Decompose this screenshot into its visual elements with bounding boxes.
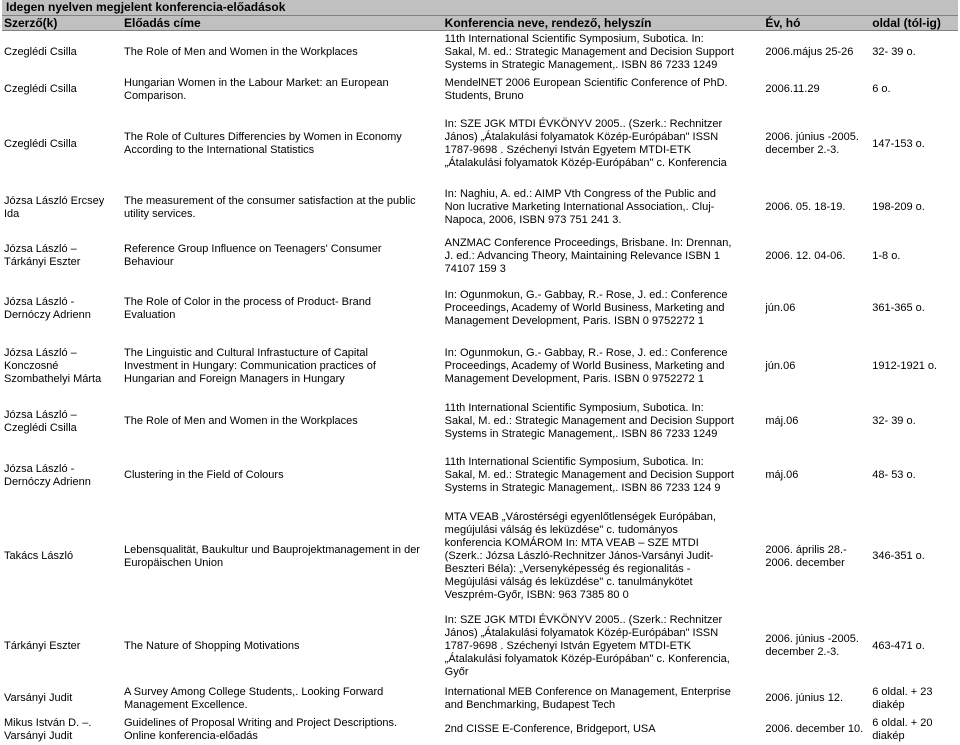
year-cell: 2006. június 12. (765, 692, 844, 704)
conference-cell: MTA VEAB „Várostérségi egyenlőtlenségek Európában, megújulási válság és leküzdése" c. tudományos konferencia KOMÁROM In: MTA VEAB – SZE MTDI (Szerk.: Józsa László-Rechnitzer János-Varsányi Judit- Beszteri Béla): „Versenyképesség és regionalitás - Megújulási válság és leküzdése" c. tanulmánykötet Veszprém-Győr, ISBN: 963 7385 80 0 (444, 511, 716, 601)
pages-cell: 361-365 o. (872, 302, 925, 314)
table-row (2, 683, 958, 715)
year-cell: 2006. június -2005. december 2.-3. (765, 633, 859, 658)
conference-cell: 11th International Scientific Symposium, Subotica. In: Sakal, M. ed.: Strategic Management and Decision Support Systems in Strategic Management,. ISBN 86 7233 1249 (444, 402, 734, 440)
publications-table (2, 16, 958, 745)
column-header-authors: Szerző(k) (2, 16, 122, 31)
title-cell: Reference Group Influence on Teenagers' Consumer Behaviour (124, 243, 382, 268)
author-cell: Józsa László – Czeglédi Csilla (4, 408, 77, 434)
author-cell: Józsa László Ercsey Ida (4, 194, 105, 220)
year-cell: jún.06 (765, 360, 796, 372)
column-header-pages: oldal (tól-ig) (870, 16, 958, 31)
header-row (2, 16, 958, 31)
conference-cell: In: Ogunmokun, G.- Gabbay, R.- Rose, J. ed.: Conference Proceedings, Academy of World Business, Marketing and Management Development, Paris. ISBN 0 9752272 1 (444, 347, 728, 385)
pages-cell: 6 o. (872, 83, 891, 95)
conference-cell: In: Ogunmokun, G.- Gabbay, R.- Rose, J. ed.: Conference Proceedings, Academy of World Business, Marketing and Management Development, Paris. ISBN 0 9752272 1 (444, 289, 728, 327)
pages-cell: 6 oldal. + 23 diakép (872, 685, 933, 711)
author-cell: Czeglédi Csilla (4, 45, 77, 58)
title-cell: The measurement of the consumer satisfaction at the public utility services. (124, 194, 416, 220)
pages-cell: 6 oldal. + 20 diakép (872, 716, 933, 742)
title-cell: Guidelines of Proposal Writing and Project Descriptions. Online konferencia-előadás (124, 716, 398, 742)
conference-cell: 11th International Scientific Symposium, Subotica. In: Sakal, M. ed.: Strategic Management and Decision Support Systems in Strategic Management,. ISBN 86 7233 124 9 (444, 456, 734, 494)
table-row (2, 504, 958, 610)
pages-cell: 463-471 o. (872, 639, 925, 652)
title-cell: A Survey Among College Students,. Looking Forward Management Excellence. (124, 685, 384, 711)
year-cell: 2006. december 10. (765, 723, 864, 735)
conference-cell: In: Naghiu, A. ed.: AIMP Vth Congress of the Public and Non lucrative Marketing International Association,. Cluj- Napoca, 2006, ISBN 973 751 241 3. (444, 188, 716, 226)
author-cell: Varsányi Judit (4, 692, 73, 704)
title-cell: The Linguistic and Cultural Infrastucture of Capital Investment in Hungary: Communication practices of Hungarian and Foreign Managers in Hungary (124, 347, 376, 385)
title-cell: The Nature of Shopping Motivations (124, 639, 300, 652)
year-cell: máj.06 (765, 415, 799, 427)
conference-cell: In: SZE JGK MTDI ÉVKÖNYV 2005.. (Szerk.: Rechnitzer János) „Átalakulási folyamatok Közép-Európában" ISSN 1787-9698 . Széchenyi István Egyetem MTDI-ETK „Átalakulási folyamatok Közép-Európában" c. Konferencia (444, 118, 727, 169)
pages-cell: 32- 39 o. (872, 45, 916, 58)
title-cell: Hungarian Women in the Labour Market: an European Comparison. (124, 76, 389, 102)
table-row (2, 233, 958, 280)
table-row (2, 396, 958, 448)
year-cell: 2006. 05. 18-19. (765, 201, 846, 213)
pages-cell: 32- 39 o. (872, 415, 916, 427)
author-cell: Czeglédi Csilla (4, 83, 77, 95)
author-cell: Tárkányi Eszter (4, 639, 81, 652)
table-row (2, 74, 958, 106)
title-cell: The Role of Cultures Differencies by Women in Economy According to the International Statistics (124, 131, 402, 156)
pages-cell: 48- 53 o. (872, 469, 916, 481)
year-cell: 2006. 12. 04-06. (765, 249, 846, 262)
column-header-year: Év, hó (763, 16, 870, 31)
conference-cell: ANZMAC Conference Proceedings, Brisbane. In: Drennan, J. ed.: Advancing Theory, Maintaining Relevance ISBN 1 74107 159 3 (444, 236, 732, 275)
conference-cell: In: SZE JGK MTDI ÉVKÖNYV 2005.. (Szerk.: Rechnitzer János) „Átalakulási folyamatok Közép-Európában" ISSN 1787-9698 . Széchenyi István Egyetem MTDI-ETK „Átalakulási folyamatok Közép-Európában" c. Konferencia, Győr (444, 613, 730, 678)
year-cell: jún.06 (765, 302, 796, 314)
column-header-title: Előadás címe (122, 16, 443, 31)
table-row (2, 715, 958, 745)
title-cell: The Role of Color in the process of Product- Brand Evaluation (124, 295, 372, 321)
year-cell: máj.06 (765, 469, 799, 481)
conference-cell: International MEB Conference on Management, Enterprise and Benchmarking, Budapest Tech (444, 685, 731, 711)
author-cell: Józsa László – Konczosné Szombathelyi Márta (4, 347, 102, 385)
table-row (2, 183, 958, 233)
author-cell: Mikus István D. –. Varsányi Judit (4, 716, 92, 742)
year-cell: 2006.11.29 (765, 83, 820, 95)
table-row (2, 610, 958, 683)
page-title: Idegen nyelven megjelent konferencia-előadások (2, 0, 958, 16)
title-cell: Clustering in the Field of Colours (124, 469, 284, 481)
table-row (2, 106, 958, 183)
title-cell: Lebensqualität, Baukultur und Bauprojektmanagement in der Europäischen Union (124, 543, 420, 569)
year-cell: 2006.május 25-26 (765, 45, 854, 58)
column-header-conference: Konferencia neve, rendező, helyszín (443, 16, 764, 31)
year-cell: 2006. április 28.- 2006. december (765, 543, 847, 569)
conference-cell: 11th International Scientific Symposium, Subotica. In: Sakal, M. ed.: Strategic Management and Decision Support Systems in Strategic Management,. ISBN 86 7233 1249 (444, 32, 734, 71)
pages-cell: 147-153 o. (872, 137, 925, 150)
table-row (2, 280, 958, 338)
year-cell: 2006. június -2005. december 2.-3. (765, 131, 859, 156)
author-cell: Czeglédi Csilla (4, 137, 77, 150)
pages-cell: 346-351 o. (872, 550, 925, 562)
title-cell: The Role of Men and Women in the Workplaces (124, 415, 358, 427)
author-cell: Józsa László – Tárkányi Eszter (4, 243, 81, 268)
document-sheet (2, 0, 958, 745)
table-row (2, 448, 958, 504)
table-row (2, 338, 958, 396)
conference-cell: MendelNET 2006 European Scientific Conference of PhD. Students, Bruno (444, 76, 728, 102)
author-cell: Józsa László - Dernóczy Adrienn (4, 462, 91, 488)
title-cell: The Role of Men and Women in the Workplaces (124, 45, 358, 58)
author-cell: Józsa László - Dernóczy Adrienn (4, 295, 91, 321)
pages-cell: 198-209 o. (872, 201, 925, 213)
pages-cell: 1912-1921 o. (872, 360, 938, 372)
author-cell: Takács László (4, 550, 74, 562)
pages-cell: 1-8 o. (872, 249, 901, 262)
conference-cell: 2nd CISSE E-Conference, Bridgeport, USA (444, 723, 656, 735)
table-row (2, 31, 958, 74)
